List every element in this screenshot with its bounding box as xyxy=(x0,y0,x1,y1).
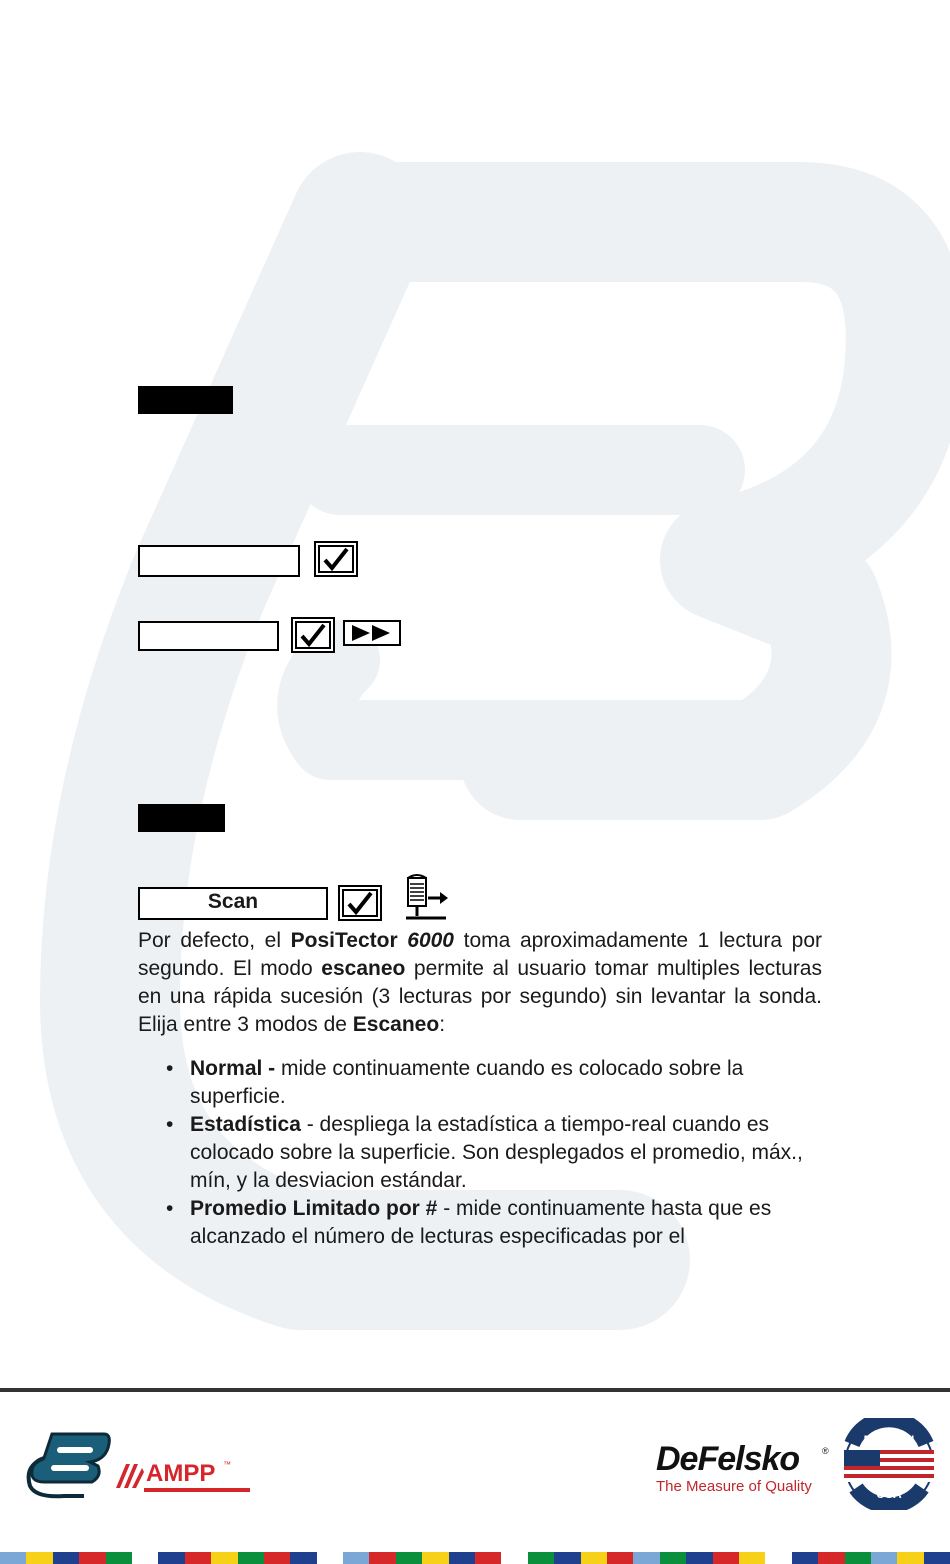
list-item: • Promedio Limitado por # - mide continuamente hasta que es alcanzado el número de lecturas especificadas por el xyxy=(166,1197,772,1248)
menu-option-box-1 xyxy=(138,545,300,577)
usa-flag-badge-icon xyxy=(834,1418,944,1510)
defelsko-tagline: The Measure of Quality xyxy=(656,1478,812,1495)
scan-label: Scan xyxy=(207,890,259,913)
flags-strip xyxy=(0,1552,950,1564)
section-heading-redacted xyxy=(138,386,233,414)
scan-mode-list xyxy=(166,1055,816,1251)
svg-text:MADE IN: MADE IN xyxy=(863,1433,915,1447)
scan-probe-icon xyxy=(404,872,450,922)
e-logo-icon xyxy=(24,1430,112,1500)
ampp-logo-icon xyxy=(112,1458,146,1492)
footer-divider xyxy=(0,1388,950,1392)
ampp-logo-text: AMPP xyxy=(146,1460,216,1487)
list-item: • Estadística - despliega la estadística a tiempo-real cuando es colocado sobre la superficie. Son desplegados el promedio, máx., mín, y la desviacion estándar. xyxy=(166,1113,803,1192)
check-icon xyxy=(314,541,358,577)
check-icon xyxy=(338,885,382,921)
fast-forward-icon xyxy=(343,620,401,646)
menu-option-box-2 xyxy=(138,621,279,651)
defelsko-logo-text: DeFelsko xyxy=(656,1440,800,1478)
section-heading-redacted-2 xyxy=(138,804,225,832)
scan-menu-box xyxy=(138,887,328,920)
scan-description: Por defecto, el PosiTector 6000 toma aproximadamente 1 lectura por segundo. El modo escaneo permite al usuario tomar multiples lecturas en una rápida sucesión (3 lecturas por segundo) sin levantar la sonda. Elija entre 3 modos de Escaneo: xyxy=(138,929,822,1036)
check-icon xyxy=(291,617,335,653)
ampp-underline xyxy=(144,1488,250,1492)
svg-text:USA: USA xyxy=(876,1487,902,1501)
list-item: • Normal - mide continuamente cuando es colocado sobre la superficie. xyxy=(166,1057,744,1108)
